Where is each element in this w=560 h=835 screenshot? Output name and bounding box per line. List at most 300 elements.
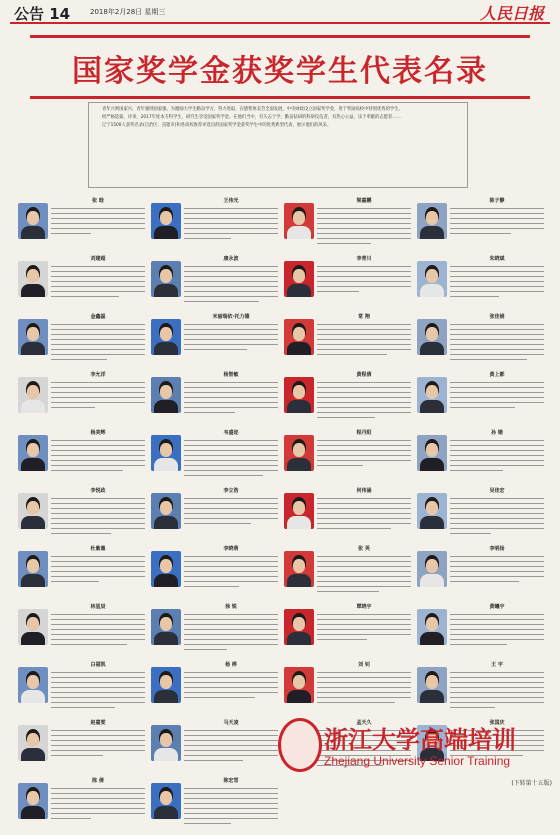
bio-text-line bbox=[51, 344, 145, 345]
photo-body bbox=[21, 458, 45, 471]
bio-text-line bbox=[450, 672, 544, 673]
bio-text-line bbox=[450, 445, 544, 446]
bio-text-line bbox=[184, 218, 278, 219]
student-photo bbox=[151, 493, 181, 529]
student-photo bbox=[284, 435, 314, 471]
student-card bbox=[18, 661, 146, 719]
student-card bbox=[18, 371, 146, 429]
photo-face bbox=[160, 269, 172, 283]
bio-text-line bbox=[51, 687, 145, 688]
bio-text-line bbox=[184, 382, 278, 383]
bio-text-line bbox=[51, 455, 145, 456]
bio-text-line bbox=[51, 639, 145, 640]
student-photo bbox=[284, 377, 314, 413]
photo-body bbox=[287, 574, 311, 587]
newspaper-logo: 人民日报 bbox=[479, 4, 544, 23]
bio-text-line bbox=[51, 803, 145, 804]
bio-text-line bbox=[51, 677, 145, 678]
bio-text-line bbox=[450, 266, 544, 267]
bio-text-line bbox=[184, 445, 278, 446]
photo-body bbox=[287, 284, 311, 297]
student-bio bbox=[317, 436, 411, 484]
student-photo bbox=[18, 319, 48, 355]
bio-text-line bbox=[317, 387, 411, 388]
photo-body bbox=[420, 458, 444, 471]
bio-text-line bbox=[184, 465, 278, 466]
bio-text-line bbox=[51, 818, 91, 819]
bio-text-line bbox=[51, 571, 145, 572]
bio-text-line bbox=[51, 624, 145, 625]
student-photo bbox=[18, 725, 48, 761]
bio-text-line bbox=[184, 619, 278, 620]
bio-text-line bbox=[184, 629, 278, 630]
student-photo bbox=[284, 203, 314, 239]
bio-text-line bbox=[450, 228, 544, 229]
student-card bbox=[284, 197, 412, 255]
photo-face bbox=[160, 617, 172, 631]
photo-face bbox=[293, 385, 305, 399]
bio-text-line bbox=[51, 634, 145, 635]
student-photo bbox=[417, 261, 447, 297]
bio-text-line bbox=[51, 619, 145, 620]
intro-paragraph: 辽宁1500人获奖名录(自治区、直辖市)和各高校推荐评选出的国家奖学金获奖学生中的优秀典型代表，展示他们的风采。 bbox=[102, 123, 332, 128]
bio-text-line bbox=[51, 359, 107, 360]
student-card bbox=[284, 371, 412, 429]
bio-text-line bbox=[317, 450, 411, 451]
student-name: 杨智敏 bbox=[223, 372, 239, 378]
bio-text-line bbox=[184, 803, 278, 804]
bio-text-line bbox=[51, 503, 145, 504]
student-name: 陈 倩 bbox=[92, 778, 104, 784]
bio-text-line bbox=[450, 571, 544, 572]
student-photo bbox=[151, 203, 181, 239]
bio-text-line bbox=[51, 513, 145, 514]
student-photo bbox=[284, 493, 314, 529]
student-name: 黄上都 bbox=[489, 372, 505, 378]
bio-text-line bbox=[450, 614, 544, 615]
bio-text-line bbox=[450, 276, 544, 277]
student-photo bbox=[151, 551, 181, 587]
bio-text-line bbox=[51, 566, 145, 567]
photo-face bbox=[160, 443, 172, 457]
bio-text-line bbox=[450, 218, 544, 219]
bio-text-line bbox=[317, 561, 411, 562]
student-photo bbox=[18, 493, 48, 529]
photo-body bbox=[287, 690, 311, 703]
bio-text-line bbox=[184, 808, 278, 809]
photo-body bbox=[420, 690, 444, 703]
bio-text-line bbox=[51, 271, 145, 272]
student-card bbox=[18, 777, 146, 835]
bio-text-line bbox=[317, 286, 411, 287]
student-name: 李立浩 bbox=[223, 488, 239, 494]
photo-face bbox=[293, 269, 305, 283]
bio-text-line bbox=[450, 460, 544, 461]
bio-text-line bbox=[450, 440, 544, 441]
bio-text-line bbox=[184, 266, 278, 267]
student-name: 梁嘉鹏 bbox=[356, 198, 372, 204]
bio-text-line bbox=[184, 760, 243, 761]
bio-text-line bbox=[51, 518, 145, 519]
photo-body bbox=[154, 226, 178, 239]
student-card bbox=[18, 255, 146, 313]
bio-text-line bbox=[51, 233, 91, 234]
photo-face bbox=[27, 443, 39, 457]
student-bio bbox=[450, 436, 544, 484]
bio-text-line bbox=[450, 291, 544, 292]
student-name: 黄曦宇 bbox=[489, 604, 505, 610]
photo-face bbox=[293, 443, 305, 457]
bio-text-line bbox=[184, 339, 278, 340]
student-name: 韦盛迩 bbox=[223, 430, 239, 436]
photo-face bbox=[27, 327, 39, 341]
bio-text-line bbox=[184, 614, 278, 615]
bio-text-line bbox=[450, 450, 544, 451]
bio-text-line bbox=[184, 788, 278, 789]
bio-text-line bbox=[184, 523, 251, 524]
photo-body bbox=[154, 458, 178, 471]
bio-text-line bbox=[317, 566, 411, 567]
bio-text-line bbox=[450, 397, 544, 398]
student-name: 王 宇 bbox=[491, 662, 503, 668]
student-bio bbox=[317, 378, 411, 426]
student-name: 刘建超 bbox=[90, 256, 106, 262]
student-name: 李晓萌 bbox=[223, 546, 239, 552]
photo-face bbox=[27, 733, 39, 747]
bio-text-line bbox=[184, 823, 231, 824]
bio-text-line bbox=[51, 808, 145, 809]
bio-text-line bbox=[450, 233, 511, 234]
student-name: 陈宏雪 bbox=[223, 778, 239, 784]
photo-face bbox=[426, 501, 438, 515]
student-card bbox=[417, 487, 545, 545]
student-bio bbox=[450, 552, 544, 600]
student-photo bbox=[417, 551, 447, 587]
bio-text-line bbox=[317, 682, 411, 683]
student-card bbox=[151, 371, 279, 429]
bio-text-line bbox=[51, 813, 145, 814]
student-card bbox=[18, 197, 146, 255]
photo-face bbox=[293, 211, 305, 225]
bio-text-line bbox=[184, 687, 278, 688]
student-photo bbox=[284, 609, 314, 645]
student-card bbox=[417, 371, 545, 429]
student-card bbox=[284, 313, 412, 371]
watermark bbox=[268, 718, 560, 778]
bio-text-line bbox=[51, 349, 145, 350]
student-card bbox=[151, 777, 279, 835]
bio-text-line bbox=[184, 460, 278, 461]
student-name: 覃晓宇 bbox=[356, 604, 372, 610]
photo-body bbox=[21, 806, 45, 819]
bio-text-line bbox=[184, 518, 278, 519]
bio-text-line bbox=[450, 465, 544, 466]
bio-text-line bbox=[184, 692, 278, 693]
bio-text-line bbox=[184, 508, 278, 509]
student-bio bbox=[317, 320, 411, 368]
student-card bbox=[284, 661, 412, 719]
student-bio bbox=[450, 320, 544, 368]
bio-text-line bbox=[51, 528, 145, 529]
bio-text-line bbox=[317, 576, 411, 577]
photo-body bbox=[287, 458, 311, 471]
student-card bbox=[151, 661, 279, 719]
student-bio bbox=[51, 204, 145, 252]
photo-face bbox=[160, 211, 172, 225]
bio-text-line bbox=[184, 682, 278, 683]
bio-text-line bbox=[51, 798, 145, 799]
bio-text-line bbox=[51, 750, 145, 751]
bio-text-line bbox=[51, 735, 145, 736]
bio-text-line bbox=[184, 730, 278, 731]
bio-text-line bbox=[450, 470, 503, 471]
bio-text-line bbox=[51, 556, 145, 557]
photo-face bbox=[293, 327, 305, 341]
issue-date: 2018年2月28日 星期三 bbox=[90, 8, 166, 16]
bio-text-line bbox=[184, 407, 278, 408]
bio-text-line bbox=[51, 682, 145, 683]
bio-text-line bbox=[450, 286, 544, 287]
bio-text-line bbox=[184, 276, 278, 277]
photo-face bbox=[160, 385, 172, 399]
student-photo bbox=[151, 319, 181, 355]
student-card bbox=[151, 603, 279, 661]
photo-face bbox=[160, 327, 172, 341]
bio-text-line bbox=[317, 513, 411, 514]
student-photo bbox=[284, 261, 314, 297]
bio-text-line bbox=[51, 324, 145, 325]
bio-text-line bbox=[51, 228, 145, 229]
student-card bbox=[417, 197, 545, 255]
bio-text-line bbox=[51, 498, 145, 499]
student-photo bbox=[284, 667, 314, 703]
photo-body bbox=[287, 342, 311, 355]
bio-text-line bbox=[450, 271, 544, 272]
photo-body bbox=[21, 400, 45, 413]
bio-text-line bbox=[51, 440, 145, 441]
student-bio bbox=[51, 378, 145, 426]
photo-body bbox=[287, 632, 311, 645]
photo-body bbox=[154, 284, 178, 297]
bio-text-line bbox=[51, 339, 145, 340]
intro-paragraph: 青年兴则国家兴，青年强则国家强。为激励大学生勤奋学习、努力进取，在德智体美劳全面发展，中央财政设立国家奖学金，用于奖励高校中特别优秀的学生。 bbox=[102, 107, 403, 112]
bio-text-line bbox=[317, 276, 411, 277]
student-name: 李青川 bbox=[356, 256, 372, 262]
student-bio bbox=[317, 552, 411, 600]
bio-text-line bbox=[317, 339, 411, 340]
photo-face bbox=[426, 675, 438, 689]
photo-body bbox=[420, 400, 444, 413]
student-photo bbox=[18, 609, 48, 645]
student-bio bbox=[317, 668, 411, 716]
bio-text-line bbox=[184, 818, 278, 819]
student-card bbox=[151, 719, 279, 777]
photo-face bbox=[27, 501, 39, 515]
bio-text-line bbox=[317, 417, 375, 418]
student-bio bbox=[51, 610, 145, 658]
student-card bbox=[284, 603, 412, 661]
bio-text-line bbox=[317, 407, 411, 408]
student-bio bbox=[184, 784, 278, 832]
student-card bbox=[284, 429, 412, 487]
bio-text-line bbox=[317, 460, 411, 461]
student-card bbox=[18, 603, 146, 661]
photo-face bbox=[426, 269, 438, 283]
bio-text-line bbox=[317, 281, 411, 282]
bio-text-line bbox=[317, 581, 411, 582]
photo-face bbox=[293, 617, 305, 631]
bio-text-line bbox=[317, 591, 379, 592]
bio-text-line bbox=[184, 498, 278, 499]
bio-text-line bbox=[317, 498, 411, 499]
student-photo bbox=[18, 667, 48, 703]
bio-text-line bbox=[450, 387, 544, 388]
student-name: 李悦政 bbox=[90, 488, 106, 494]
student-card bbox=[151, 545, 279, 603]
bio-text-line bbox=[317, 354, 387, 355]
bio-text-line bbox=[317, 445, 411, 446]
bio-text-line bbox=[317, 218, 411, 219]
bio-text-line bbox=[317, 223, 411, 224]
bio-text-line bbox=[317, 344, 411, 345]
bio-text-line bbox=[184, 745, 278, 746]
bio-text-line bbox=[317, 586, 411, 587]
student-bio bbox=[450, 378, 544, 426]
bio-text-line bbox=[184, 291, 278, 292]
student-bio bbox=[450, 262, 544, 310]
student-bio bbox=[184, 320, 278, 368]
photo-body bbox=[287, 516, 311, 529]
student-name: 李允洋 bbox=[90, 372, 106, 378]
bio-text-line bbox=[51, 402, 145, 403]
student-name: 徐 锐 bbox=[225, 604, 237, 610]
bio-text-line bbox=[184, 475, 263, 476]
bio-text-line bbox=[184, 571, 278, 572]
student-card bbox=[18, 719, 146, 777]
bio-text-line bbox=[51, 707, 115, 708]
student-photo bbox=[151, 725, 181, 761]
student-name: 金鑫磊 bbox=[90, 314, 106, 320]
student-photo bbox=[417, 435, 447, 471]
student-bio bbox=[450, 204, 544, 252]
student-card bbox=[151, 429, 279, 487]
bio-text-line bbox=[51, 382, 145, 383]
intro-paragraph: 经严格选拔、评审，2017年度本专科学生、研究生享受国家奖学金。在他们当中，有矢志于学、勤奋钻研的科研佼佼者，有热心公益、乐于奉献的志愿者…… bbox=[102, 115, 401, 120]
bio-text-line bbox=[450, 523, 544, 524]
student-card bbox=[151, 487, 279, 545]
student-bio bbox=[51, 320, 145, 368]
bio-text-line bbox=[450, 324, 544, 325]
student-bio bbox=[184, 494, 278, 542]
bio-text-line bbox=[317, 402, 411, 403]
page-header bbox=[10, 0, 550, 24]
bio-text-line bbox=[450, 566, 544, 567]
bio-text-line bbox=[317, 697, 411, 698]
bio-text-line bbox=[51, 281, 145, 282]
student-photo bbox=[417, 667, 447, 703]
bio-text-line bbox=[184, 677, 278, 678]
student-name: 马天凌 bbox=[223, 720, 239, 726]
student-photo bbox=[151, 667, 181, 703]
bio-text-line bbox=[184, 392, 278, 393]
photo-face bbox=[160, 733, 172, 747]
bio-text-line bbox=[184, 296, 278, 297]
student-card bbox=[151, 197, 279, 255]
photo-face bbox=[426, 385, 438, 399]
photo-body bbox=[21, 284, 45, 297]
bio-text-line bbox=[51, 208, 145, 209]
photo-body bbox=[154, 342, 178, 355]
bio-text-line bbox=[317, 266, 411, 267]
bio-text-line bbox=[317, 329, 411, 330]
bio-text-line bbox=[51, 523, 145, 524]
bio-text-line bbox=[184, 271, 278, 272]
bio-text-line bbox=[450, 213, 544, 214]
bio-text-line bbox=[450, 692, 544, 693]
bio-text-line bbox=[184, 793, 278, 794]
bio-text-line bbox=[184, 233, 278, 234]
student-name: 何伟涵 bbox=[356, 488, 372, 494]
photo-face bbox=[293, 675, 305, 689]
bio-text-line bbox=[450, 382, 544, 383]
student-bio bbox=[450, 668, 544, 716]
bio-text-line bbox=[317, 465, 363, 466]
bio-text-line bbox=[317, 233, 411, 234]
bio-text-line bbox=[317, 208, 411, 209]
photo-body bbox=[154, 690, 178, 703]
bio-text-line bbox=[51, 508, 145, 509]
bio-text-line bbox=[184, 228, 278, 229]
student-card bbox=[417, 545, 545, 603]
bio-text-line bbox=[184, 624, 278, 625]
student-name: 张 晗 bbox=[92, 198, 104, 204]
student-bio bbox=[184, 378, 278, 426]
student-bio bbox=[51, 436, 145, 484]
bio-text-line bbox=[184, 281, 278, 282]
student-photo bbox=[151, 435, 181, 471]
bio-text-line bbox=[317, 702, 395, 703]
photo-face bbox=[160, 791, 172, 805]
bio-text-line bbox=[184, 513, 278, 514]
bio-text-line bbox=[51, 692, 145, 693]
student-card bbox=[284, 545, 412, 603]
bio-text-line bbox=[317, 243, 371, 244]
bio-text-line bbox=[51, 465, 145, 466]
bio-text-line bbox=[184, 586, 239, 587]
bio-text-line bbox=[450, 359, 527, 360]
student-photo bbox=[151, 783, 181, 819]
bio-text-line bbox=[450, 644, 507, 645]
bio-text-line bbox=[51, 581, 99, 582]
bio-text-line bbox=[51, 697, 145, 698]
bio-text-line bbox=[184, 324, 278, 325]
watermark-cn: 浙江大学高端培训 bbox=[324, 725, 516, 754]
student-name: 白福凯 bbox=[90, 662, 106, 668]
bio-text-line bbox=[450, 707, 495, 708]
bio-text-line bbox=[450, 329, 544, 330]
student-photo bbox=[18, 377, 48, 413]
bio-text-line bbox=[184, 412, 235, 413]
student-photo bbox=[284, 319, 314, 355]
watermark-en: Zhejiang University Senior Training bbox=[324, 754, 511, 768]
student-photo bbox=[417, 377, 447, 413]
student-card bbox=[417, 429, 545, 487]
bio-text-line bbox=[450, 561, 544, 562]
bio-text-line bbox=[317, 455, 411, 456]
bio-text-line bbox=[450, 296, 499, 297]
bio-text-line bbox=[184, 740, 278, 741]
student-name: 张国庆 bbox=[489, 720, 505, 726]
